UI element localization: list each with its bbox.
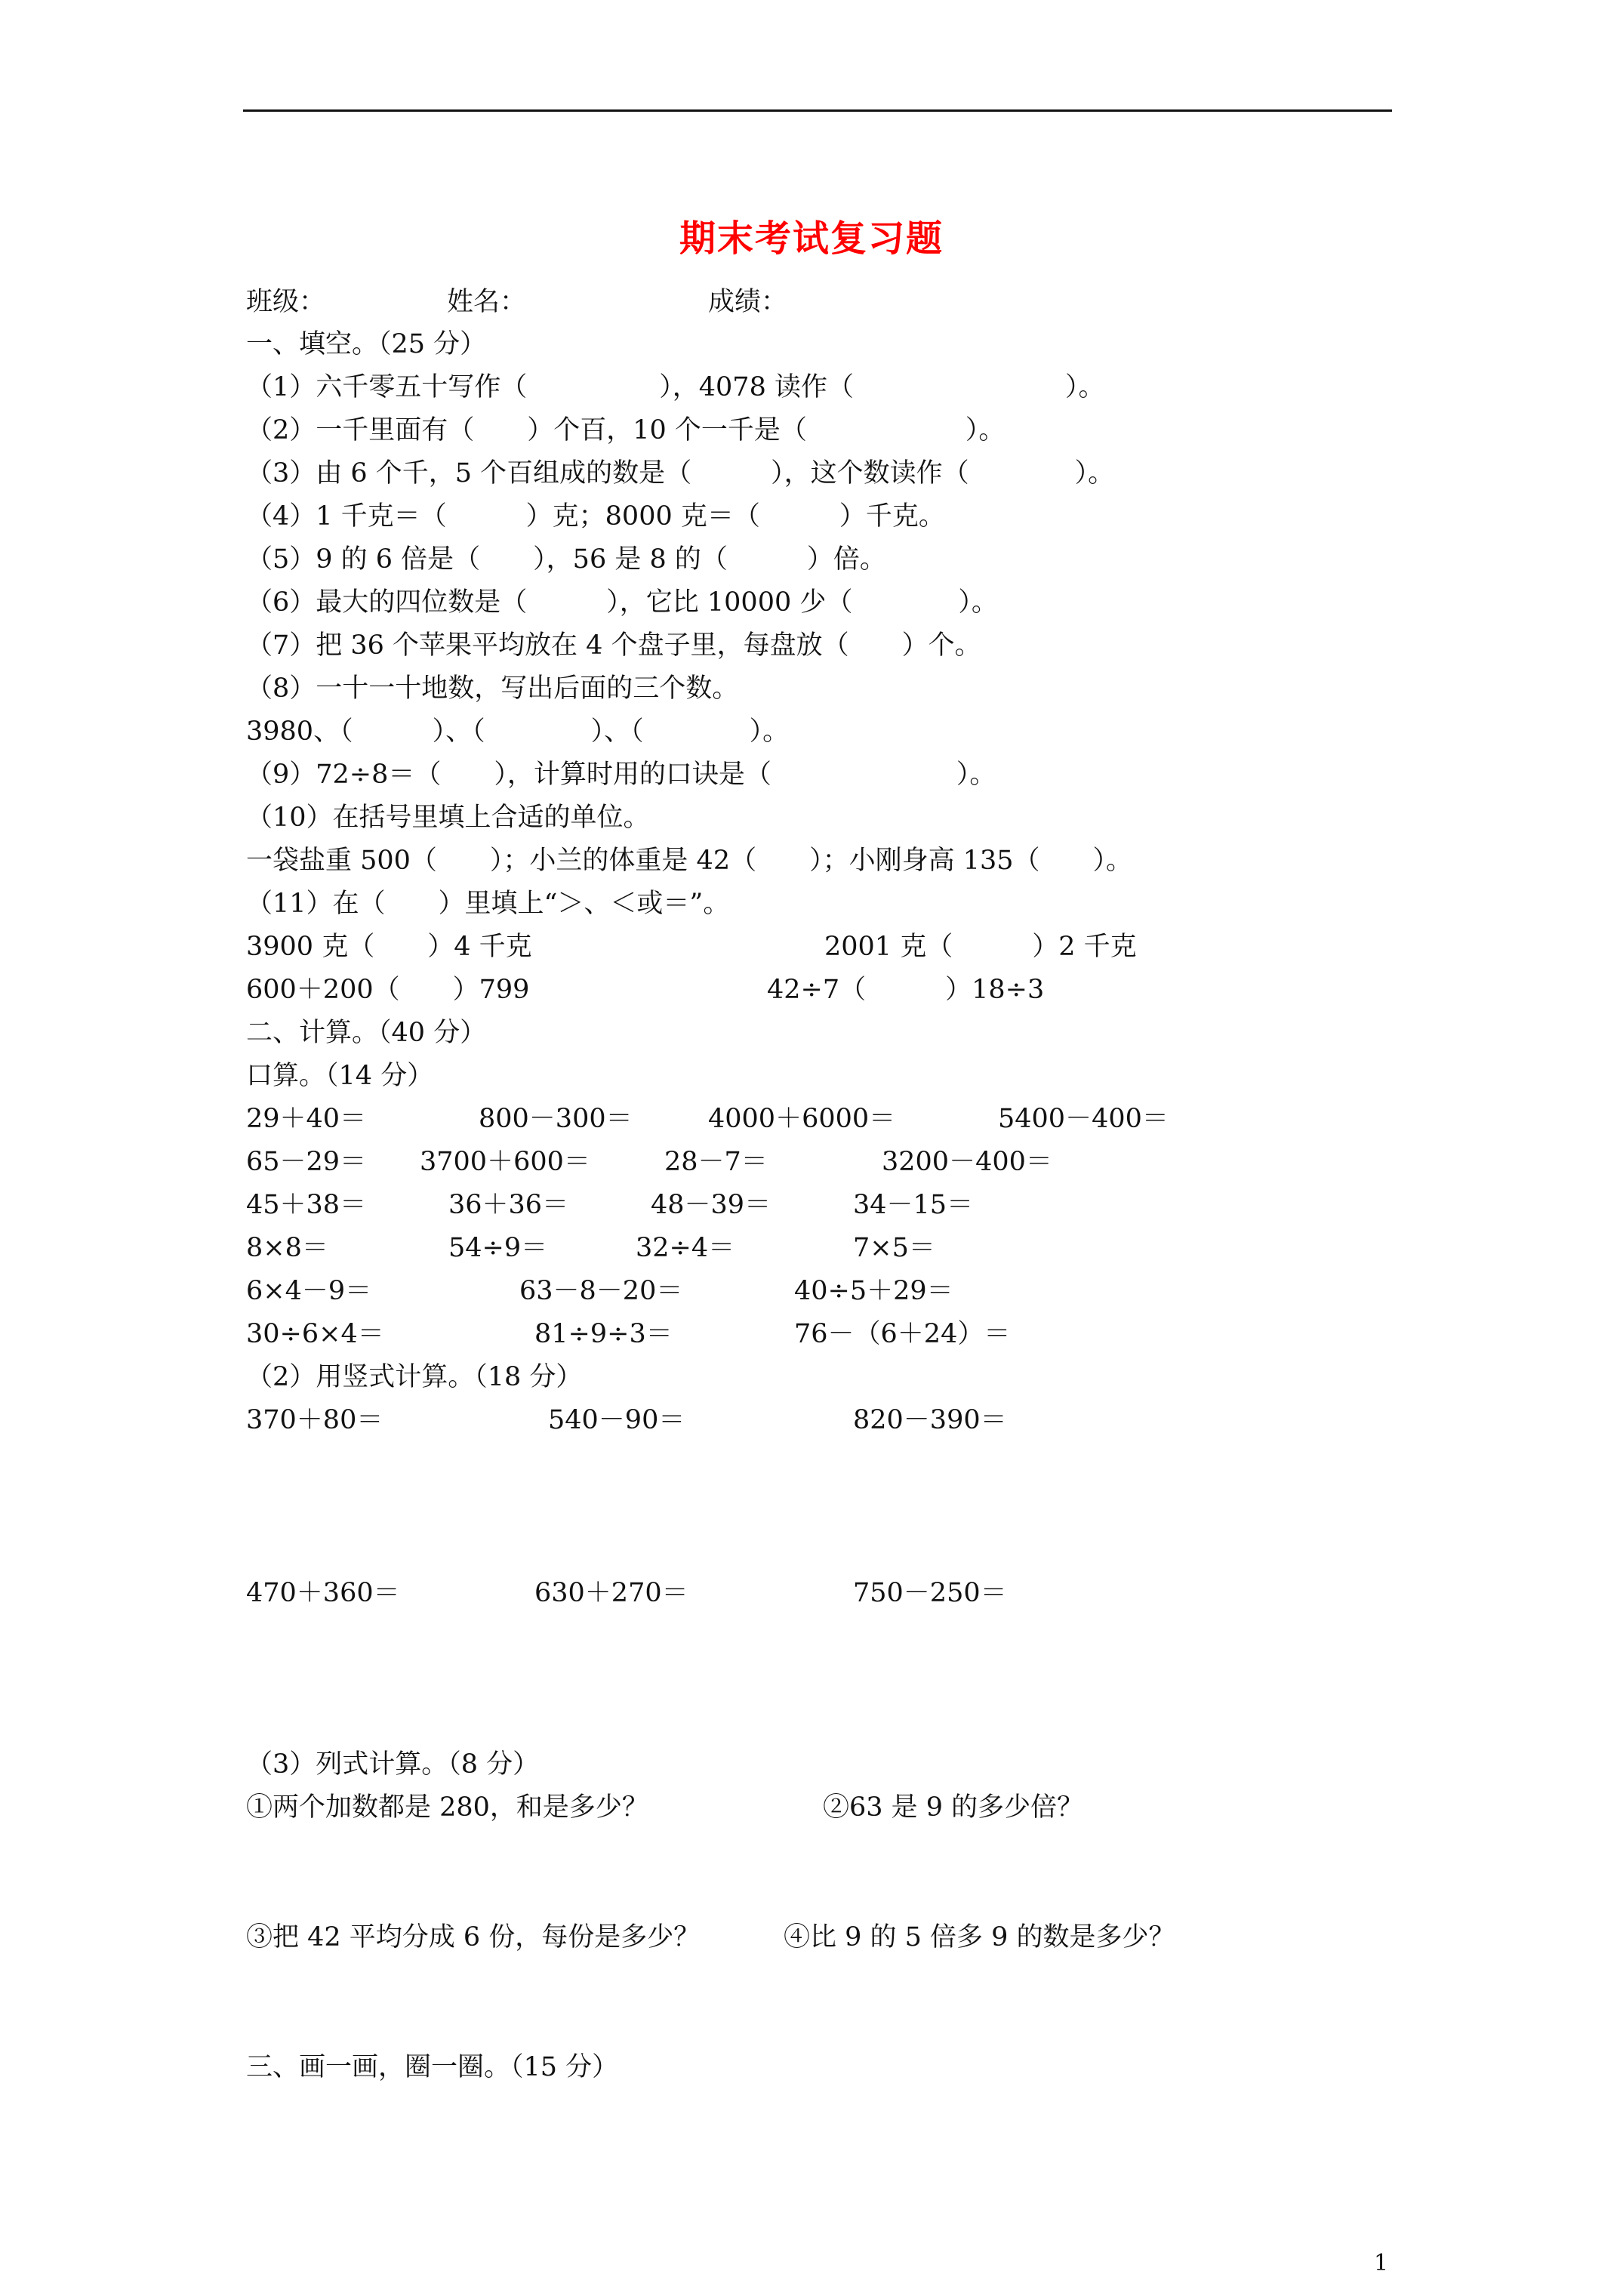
- oral-problem: 30÷6×4＝: [246, 1319, 384, 1349]
- vertical-problem: 540－90＝: [548, 1405, 685, 1435]
- header-rule: [243, 109, 1392, 112]
- vertical-problem: 370＋80＝: [246, 1405, 383, 1435]
- question-4: （4）1 千克＝（ ）克；8000 克＝（ ）千克。: [246, 501, 945, 532]
- oral-problem: 7×5＝: [853, 1233, 935, 1263]
- question-7: （7）把 36 个苹果平均放在 4 个盘子里，每盘放（ ）个。: [246, 630, 981, 661]
- vertical-problem: 750－250＝: [853, 1578, 1007, 1608]
- vertical-problem: 630＋270＝: [534, 1578, 688, 1608]
- oral-problem: 40÷5＋29＝: [794, 1276, 953, 1306]
- oral-problem: 76－（6＋24）＝: [794, 1319, 1011, 1349]
- formula-problem: ①两个加数都是 280，和是多少？: [246, 1792, 648, 1823]
- oral-problem: 45＋38＝: [246, 1190, 367, 1220]
- oral-problem: 36＋36＝: [448, 1190, 569, 1220]
- score-label: 成绩：: [708, 287, 788, 317]
- question-8: （8）一十一十地数，写出后面的三个数。: [246, 673, 739, 704]
- vertical-problem: 820－390＝: [853, 1405, 1007, 1435]
- oral-calc-heading: 口算。（14 分）: [246, 1061, 434, 1091]
- oral-problem: 65－29＝: [246, 1147, 367, 1177]
- section1-heading: 一、填空。（25 分）: [246, 329, 487, 359]
- formula-problem: ②63 是 9 的多少倍？: [823, 1792, 1084, 1823]
- question-2: （2）一千里面有（ ）个百，10 个一千是（ ）。: [246, 415, 1006, 445]
- oral-problem: 8×8＝: [246, 1233, 328, 1263]
- oral-problem: 3200－400＝: [882, 1147, 1052, 1177]
- oral-problem: 32÷4＝: [636, 1233, 735, 1263]
- oral-problem: 29＋40＝: [246, 1104, 367, 1134]
- section2-heading: 二、计算。（40 分）: [246, 1018, 487, 1048]
- oral-problem: 63－8－20＝: [519, 1276, 683, 1306]
- oral-problem: 3700＋600＝: [420, 1147, 590, 1177]
- question-1: （1）六千零五十写作（ ），4078 读作（ ）。: [246, 372, 1105, 402]
- question-10: （10）在括号里填上合适的单位。: [246, 803, 650, 833]
- compare-item: 3900 克（ ）4 千克: [246, 932, 532, 962]
- oral-problem: 48－39＝: [651, 1190, 771, 1220]
- compare-item: 2001 克（ ）2 千克: [824, 932, 1137, 962]
- question-11: （11）在（ ）里填上“＞、＜或＝”。: [246, 889, 730, 919]
- name-label: 姓名：: [447, 287, 527, 317]
- vertical-problem: 470＋360＝: [246, 1578, 400, 1608]
- oral-problem: 6×4－9＝: [246, 1276, 372, 1306]
- question-8-answer-line: 3980、（ ）、（ ）、（ ）。: [246, 717, 790, 747]
- oral-problem: 28－7＝: [664, 1147, 768, 1177]
- oral-problem: 54÷9＝: [448, 1233, 548, 1263]
- compare-item: 42÷7（ ）18÷3: [767, 975, 1045, 1005]
- oral-problem: 34－15＝: [853, 1190, 974, 1220]
- question-10-units-line: 一袋盐重 500（ ）；小兰的体重是 42（ ）；小刚身高 135（ ）。: [246, 846, 1133, 876]
- formula-problem: ③把 42 平均分成 6 份，每份是多少？: [246, 1922, 701, 1952]
- page-number: 1: [1374, 2250, 1389, 2276]
- class-label: 班级：: [246, 287, 326, 317]
- formula-problem: ④比 9 的 5 倍多 9 的数是多少？: [784, 1922, 1175, 1952]
- question-6: （6）最大的四位数是（ ），它比 10000 少（ ）。: [246, 587, 998, 618]
- question-3: （3）由 6 个千，5 个百组成的数是（ ），这个数读作（ ）。: [246, 458, 1115, 488]
- oral-problem: 5400－400＝: [998, 1104, 1169, 1134]
- oral-problem: 81÷9÷3＝: [534, 1319, 673, 1349]
- question-5: （5）9 的 6 倍是（ ），56 是 8 的（ ）倍。: [246, 544, 886, 575]
- vertical-calc-heading: （2）用竖式计算。（18 分）: [246, 1362, 583, 1392]
- page-title: 期末考试复习题: [679, 217, 944, 260]
- oral-problem: 800－300＝: [479, 1104, 633, 1134]
- oral-problem: 4000＋6000＝: [708, 1104, 896, 1134]
- formula-calc-heading: （3）列式计算。（8 分）: [246, 1749, 540, 1780]
- compare-item: 600＋200（ ）799: [246, 975, 530, 1005]
- section3-heading: 三、画一画，圈一圈。（15 分）: [246, 2052, 619, 2082]
- question-9: （9）72÷8＝（ ），计算时用的口诀是（ ）。: [246, 760, 996, 790]
